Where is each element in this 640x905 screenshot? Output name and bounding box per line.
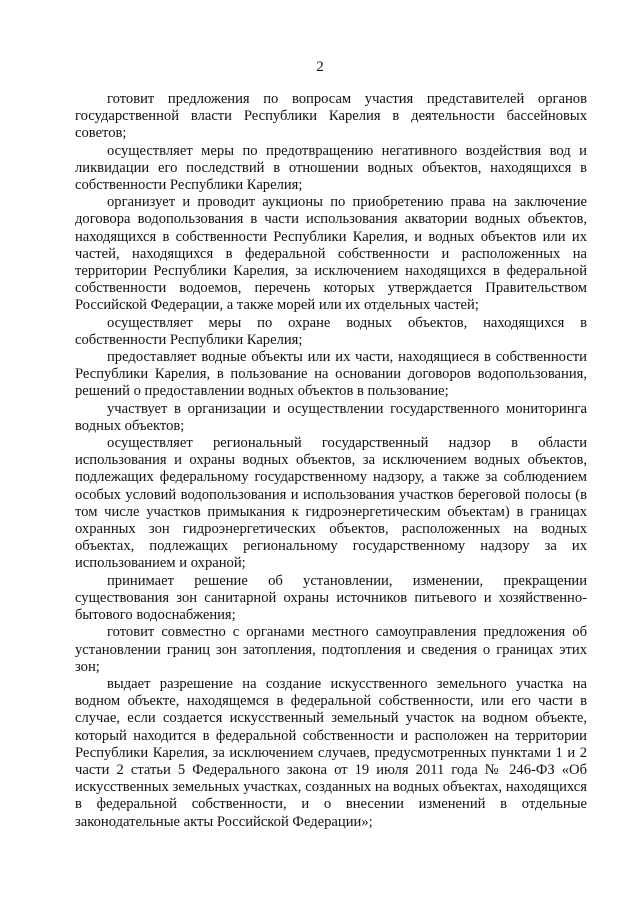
document-body <box>75 91 587 831</box>
paragraph-monitoring: участвует в организации и осуществлении государственного мониторинга водных объектов; <box>75 400 587 434</box>
paragraph-negative-impact: осуществляет меры по предотвращению негативного воздействия вод и ликвидации его последствий в отношении водных объектов, находящихся в собственности Республики Карелия; <box>75 142 587 194</box>
paragraph-auctions: организует и проводит аукционы по приобретению права на заключение договора водопользования в части использования акватории водных объектов, находящихся в собственности Республики Карелия, и водных объектов или их частей, находящихся в федеральной собственности и расположенных на территории Республики Карелия, за исключением находящихся в федеральной собственности водоемов, перечень которых утверждается Правительством Российской Федерации, а также морей или их отдельных частей; <box>75 194 587 314</box>
paragraph-regional-supervision: осуществляет региональный государственный надзор в области использования и охраны водных объектов, за исключением водных объектов, подлежащих федеральному государственному надзору, а также за соблюдением особых условий водопользования и использования участков береговой полосы (в том числе участков примыкания к гидроэнергетическим объектам) в границах охранных зон гидроэнергетических объектов, расположенных на водных объектах, подлежащих региональному государственному надзору за их использованием и охраной; <box>75 435 587 572</box>
paragraph-water-use-provision: предоставляет водные объекты или их части, находящиеся в собственности Республики Карелия, в пользование на основании договоров водопользования, решений о предоставлении водных объектов в пользование; <box>75 349 587 400</box>
paragraph-basin-councils: готовит предложения по вопросам участия представителей органов государственной власти Республики Карелия в деятельности бассейновых советов; <box>75 91 587 142</box>
paragraph-sanitary-zones: принимает решение об установлении, изменении, прекращении существования зон санитарной охраны источников питьевого и хозяйственно-бытового водоснабжения; <box>75 572 587 624</box>
page-number: 2 <box>316 59 324 75</box>
paragraph-protection: осуществляет меры по охране водных объектов, находящихся в собственности Республики Карелия; <box>75 314 587 348</box>
paragraph-artificial-land: выдает разрешение на создание искусственного земельного участка на водном объекте, находящемся в федеральной собственности, или его части в случае, если создается искусственный земельный участок на водном объекте, который находится в федеральной собственности и расположен на территории Республики Карелия, за исключением случаев, предусмотренных пунктами 1 и 2 части 2 статьи 5 Федерального закона от 19 июля 2011 года № 246-ФЗ «Об искусственных земельных участках, созданных на водных объектах, находящихся в федеральной собственности, и о внесении изменений в отдельные законодательные акты Российской Федерации»; <box>75 675 587 830</box>
paragraph-flood-zones: готовит совместно с органами местного самоуправления предложения об установлении границ зон затопления, подтопления и сведения о границах этих зон; <box>75 624 587 675</box>
